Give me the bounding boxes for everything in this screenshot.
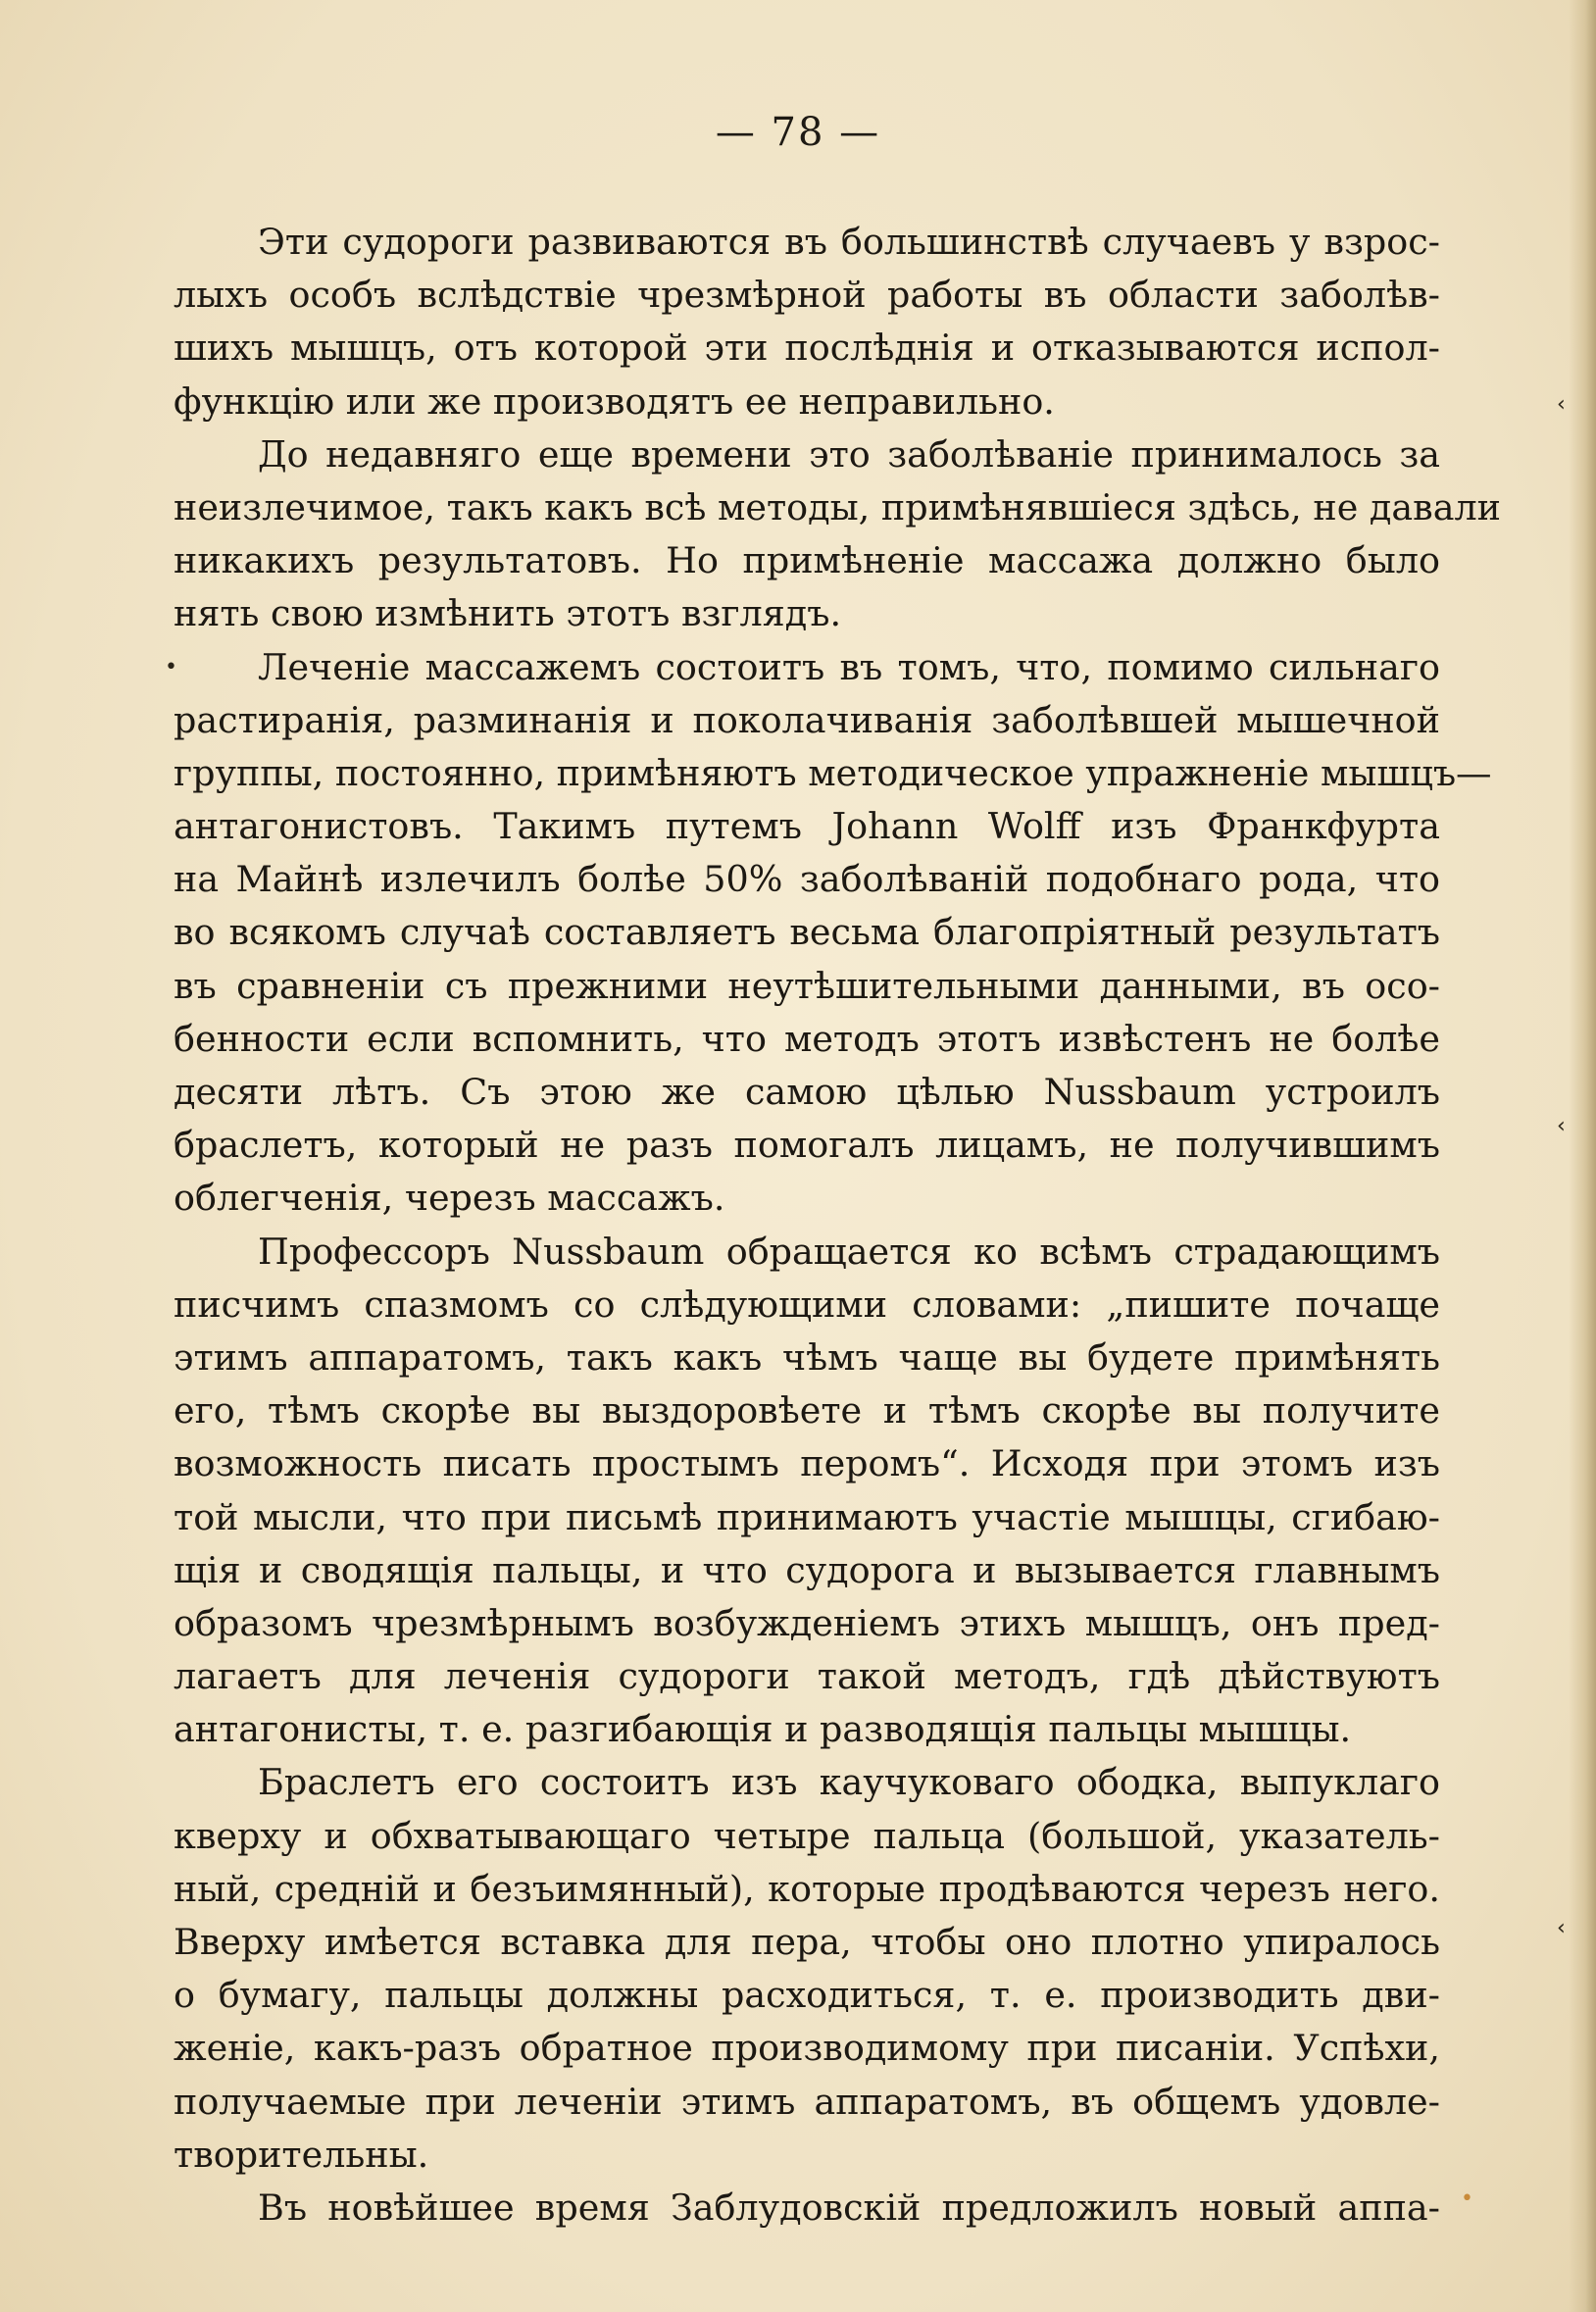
text-line: о бумагу, пальцы должны расходиться, т. е. производить дви- bbox=[174, 1974, 1440, 2017]
margin-tick-mark: ‹ bbox=[1557, 1916, 1566, 1940]
text-line: никакихъ результатовъ. Но примѣненіе массажа должно было bbox=[174, 539, 1440, 582]
ink-dot-mark: • bbox=[165, 655, 177, 679]
text-line: этимъ аппаратомъ, такъ какъ чѣмъ чаще вы будете примѣнять bbox=[174, 1335, 1440, 1379]
text-line: антагонистовъ. Такимъ путемъ Johann Wolff изъ Франкфурта bbox=[174, 805, 1440, 848]
text-line: Эти судороги развиваются въ большинствѣ случаевъ у взрос- bbox=[258, 221, 1440, 263]
text-line: шихъ мышцъ, отъ которой эти послѣднія и отказываются испол- bbox=[174, 327, 1440, 370]
page-edge-shadow bbox=[1569, 0, 1596, 2312]
text-line: ный, средній и безъимянный), которые продѣваются черезъ него. bbox=[174, 1867, 1440, 1910]
text-line: во всякомъ случаѣ составляетъ весьма благопріятный результатъ bbox=[174, 911, 1440, 954]
text-line: той мысли, что при письмѣ принимаютъ участіе мышцы, сгибаю- bbox=[174, 1495, 1440, 1538]
text-line: Профессоръ Nussbaum обращается ко всѣмъ страдающимъ bbox=[258, 1230, 1440, 1273]
text-line: женіе, какъ-разъ обратное производимому при писаніи. Успѣхи, bbox=[174, 2027, 1440, 2070]
text-line: облегченія, черезъ массажъ. bbox=[174, 1177, 725, 1220]
text-line: щія и сводящія пальцы, и что судорога и вызывается главнымъ bbox=[174, 1548, 1440, 1591]
text-line: неизлечимое, такъ какъ всѣ методы, примѣнявшіеся здѣсь, не давали bbox=[174, 485, 1501, 528]
text-line: растиранія, разминанія и поколачиванія заболѣвшей мышечной bbox=[174, 698, 1440, 741]
body-text bbox=[174, 216, 1501, 2235]
text-line: До недавняго еще времени это заболѣваніе принималось за bbox=[258, 432, 1440, 476]
text-line: писчимъ спазмомъ со слѣдующими словами: „пишите почаще bbox=[174, 1282, 1440, 1326]
text-line: антагонисты, т. е. разгибающія и разводящія пальцы мышцы. bbox=[174, 1708, 1352, 1751]
text-line: лагаетъ для леченія судороги такой методъ, гдѣ дѣйствуютъ bbox=[174, 1655, 1440, 1698]
text-line: образомъ чрезмѣрнымъ возбужденіемъ этихъ мышцъ, онъ пред- bbox=[174, 1601, 1440, 1644]
text-line: творительны. bbox=[174, 2133, 429, 2176]
text-line: на Майнѣ излечилъ болѣе 50% заболѣваній подобнаго рода, что bbox=[174, 858, 1440, 901]
text-line: бенности если вспомнить, что методъ этотъ извѣстенъ не болѣе bbox=[174, 1017, 1440, 1060]
text-line: Вверху имѣется вставка для пера, чтобы оно плотно упиралось bbox=[174, 1921, 1440, 1963]
stain-dot-mark: • bbox=[1461, 2186, 1473, 2211]
page-number: — 78 — bbox=[715, 110, 881, 155]
text-line: Въ новѣйшее время Заблудовскій предложилъ новый аппа- bbox=[258, 2186, 1440, 2229]
text-line: его, тѣмъ скорѣе вы выздоровѣете и тѣмъ скорѣе вы получите bbox=[174, 1389, 1440, 1432]
text-line: кверху и обхватывающаго четыре пальца (большой, указатель- bbox=[174, 1814, 1440, 1857]
text-line: Браслетъ его состоитъ изъ каучуковаго ободка, выпуклаго bbox=[258, 1761, 1440, 1804]
text-line: десяти лѣтъ. Съ этою же самою цѣлью Nussbaum устроилъ bbox=[174, 1071, 1440, 1113]
text-line: лыхъ особъ вслѣдствіе чрезмѣрной работы въ области заболѣв- bbox=[174, 274, 1440, 317]
text-line: въ сравненіи съ прежними неутѣшительными данными, въ осо- bbox=[174, 964, 1440, 1007]
text-line: функцію или же производятъ ее неправильно. bbox=[174, 379, 1055, 423]
text-line: группы, постоянно, примѣняютъ методическое упражненіе мышцъ— bbox=[174, 751, 1492, 794]
text-line: получаемые при леченіи этимъ аппаратомъ, въ общемъ удовле- bbox=[174, 2080, 1440, 2123]
text-line: браслетъ, который не разъ помогалъ лицамъ, не получившимъ bbox=[174, 1124, 1440, 1167]
margin-tick-mark: ‹ bbox=[1557, 392, 1566, 417]
text-line: нять свою измѣнить этотъ взглядъ. bbox=[174, 592, 842, 635]
text-line: возможность писать простымъ перомъ“. Исходя при этомъ изъ bbox=[174, 1442, 1440, 1485]
text-line: Леченіе массажемъ состоитъ въ томъ, что, помимо сильнаго bbox=[258, 645, 1440, 688]
margin-tick-mark: ‹ bbox=[1557, 1114, 1566, 1138]
